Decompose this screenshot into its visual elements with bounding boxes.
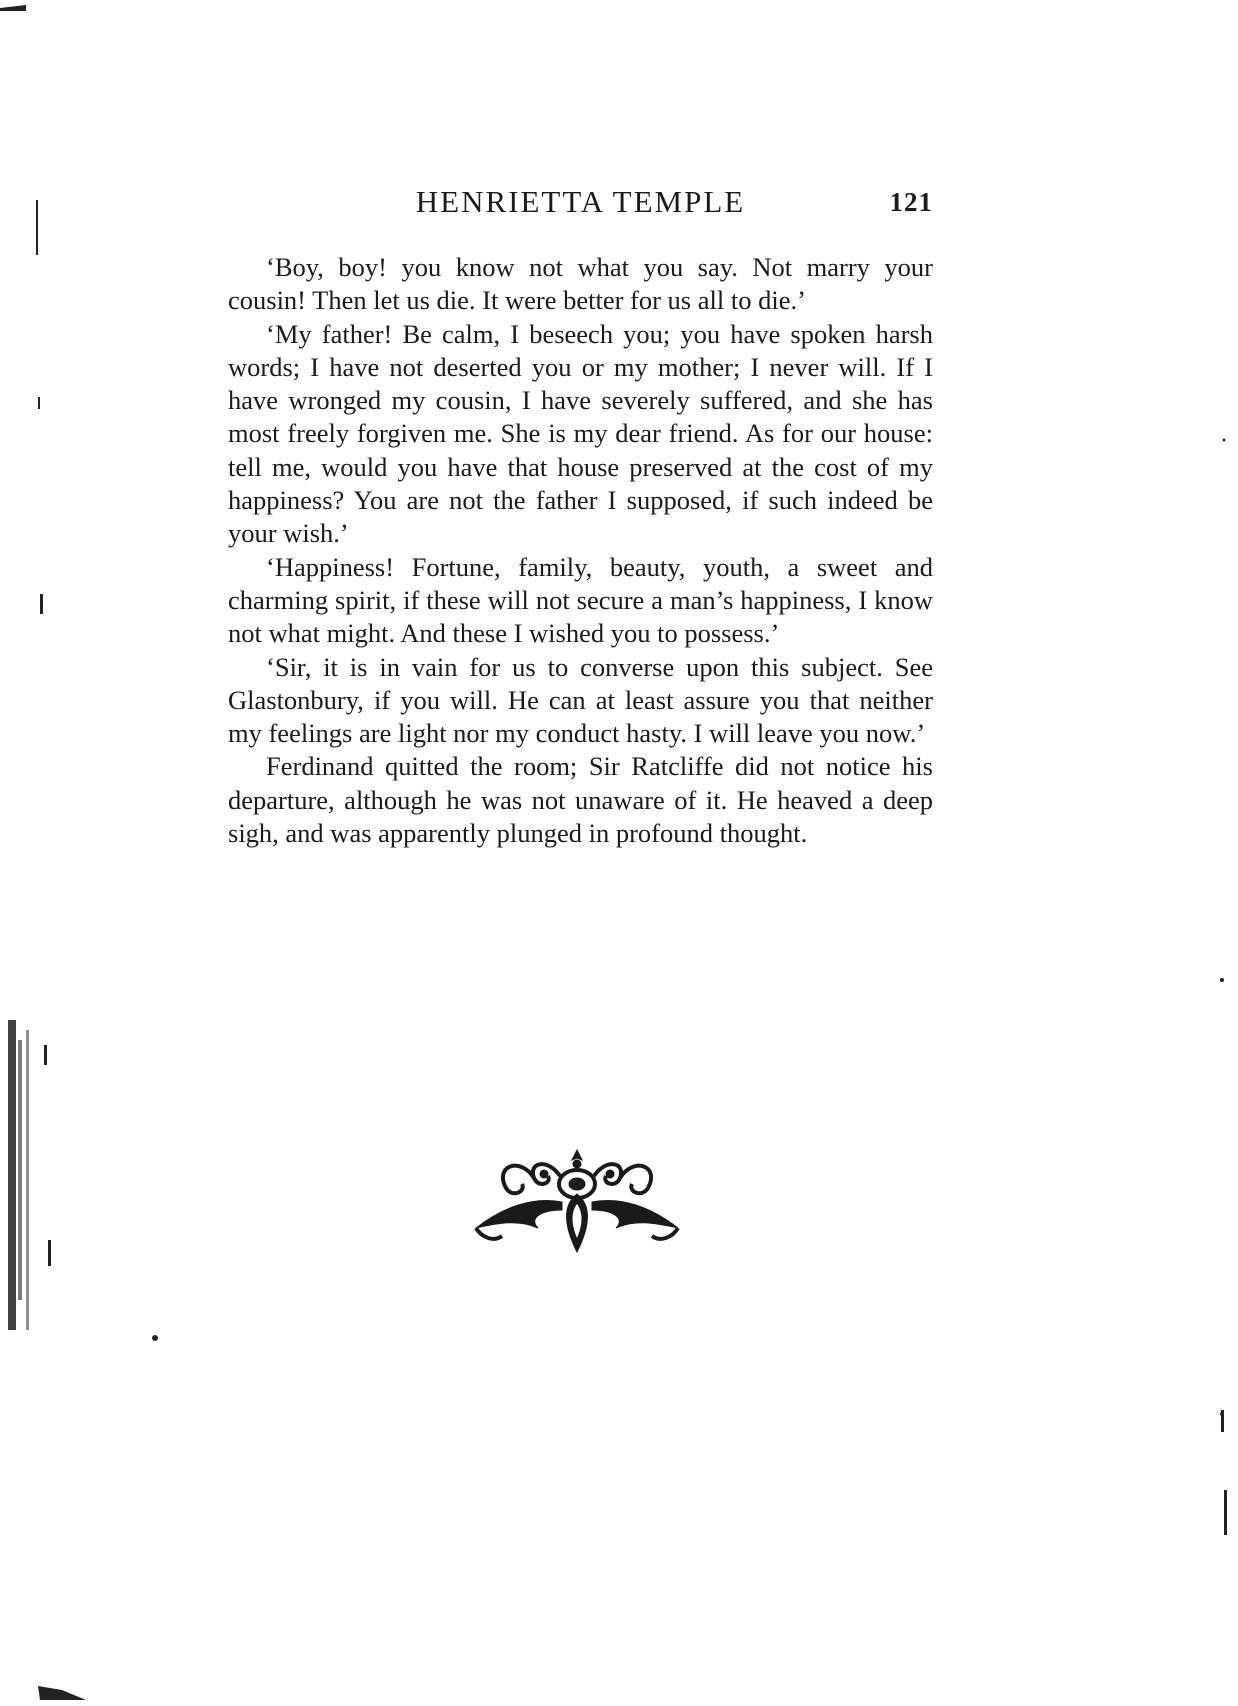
paragraph-3: ‘Happiness! Fortune, family, beauty, youth, a sweet and charming spirit, if these will not secure a man’s happiness, I know not what might. And these I wished you to possess.’ [228,551,933,649]
fleuron-icon [472,1148,682,1254]
running-title: HENRIETTA TEMPLE [415,184,746,219]
paragraph-5: Ferdinand quitted the room; Sir Ratcliffe did not notice his departure, although he was not unaware of it. He heaved a deep sigh, and was apparently plunged in profound thought. [228,751,933,849]
paragraph-4: ‘Sir, it is in vain for us to converse upon this subject. See Glastonbury, if you will. He can at least assure you that neither my feelings are light nor my conduct hasty. I will leave you now.’ [228,651,933,749]
paragraph-2: ‘My father! Be calm, I beseech you; you have spoken harsh words; I have not deserted you or my mother; I never will. If I have wronged my cousin, I have severely suffered, and she has most freely forgiven me. She is my dear friend. As for our house: tell me, would you have that house preserved at the cost of my happiness? You are not the father I supposed, if such indeed be your wish.’ [228,318,933,549]
paragraph-1: ‘Boy, boy! you know not what you say. Not marry your cousin! Then let us die. It were better for us all to die.’ [228,252,933,316]
page-number: 121 [889,187,933,217]
body-text [228,251,933,850]
running-head [228,184,933,224]
